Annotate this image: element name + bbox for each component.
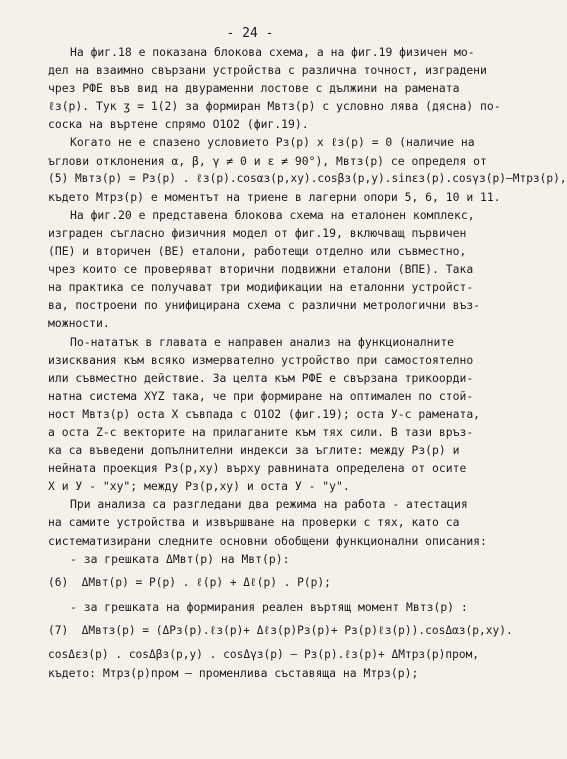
text-line: можности. — [48, 316, 110, 331]
page-body — [48, 43, 567, 682]
text-line: ъглови отклонения α, β, γ ≠ 0 и ε ≠ 90°), Mвтз(р) се определя от — [48, 153, 487, 168]
text-line: натна система XYZ така, че при формиране на оптимален по стой- — [48, 388, 474, 403]
text-line: дел на взаимно свързани устройства с различна точност, изградени — [48, 63, 487, 78]
text-line: ка са въведени допълнителни индекси за ъглите: между Pз(р) и — [48, 443, 460, 458]
text-line: на самите устройства и извършване на проверки с тях, като са — [48, 515, 460, 530]
text-line: систематизирани следните основни обобщени функционални описания: — [48, 533, 487, 548]
text-line: чрез които се проверяват вторични подвижни еталони (ВПЕ). Така — [48, 262, 474, 277]
text-line: изграден съгласно физичния модел от фиг.19, включващ първичен — [48, 225, 467, 240]
text-line: нейната проекция Pз(р,xy) върху равнината определена от осите — [48, 461, 467, 476]
text-line: или съвместно действие. За целта към РФЕ е свързана трикоорди- — [48, 370, 474, 385]
page-number: - 24 - — [226, 26, 274, 41]
text-line: X и У - "xy"; между Pз(р,xy) и оста У - "y". — [48, 479, 350, 494]
equation-5: (5) Mвтз(р) = Pз(р) . ℓз(р).cosαз(р,xy).cosβз(р,y).sinεз(р).cosγз(р)–Mтрз(р), — [48, 171, 567, 185]
text-line: - за грешката ΔMвт(р) на Mвт(р): — [70, 551, 290, 566]
text-line: а оста Z-с векторите на прилаганите към тях сили. В тази връз- — [48, 424, 474, 439]
text-line: По-нататък в главата е направен анализ на функционалните — [70, 334, 455, 349]
text-line: На фиг.20 е представена блокова схема на еталонен комплекс, — [70, 207, 475, 222]
text-line: - за грешката на формирания реален въртящ момент Mвтз(р) : — [70, 599, 468, 614]
text-line: където Mтрз(р) е моментът на триене в лагерни опори 5, 6, 10 и 11. — [48, 189, 501, 204]
equation-7: (7) ΔMвтз(р) = (ΔPз(р).ℓз(р)+ Δℓз(р)Pз(р)+ Pз(р)ℓз(р)).cosΔαз(р,xy). — [48, 623, 513, 637]
text-line: чрез РФЕ във вид на двураменни лостове с дължини на рамената — [48, 81, 460, 96]
equation-6: (6) ΔMвт(р) = P(р) . ℓ(р) + Δℓ(р) . P(р); — [48, 575, 331, 589]
text-line: (ПЕ) и вторичен (ВЕ) еталони, работещи отделно или съвместно, — [48, 244, 467, 259]
text-line: ва, построени по унифицирана схема с различни метрологични въз- — [48, 298, 481, 313]
text-line: ℓз(р). Тук ʒ = 1(2) за формиран Mвтз(р) с условно лява (дясна) по- — [48, 99, 501, 114]
text-line: където: Mтрз(р)пром – променлива съставяща на Mтрз(р); — [48, 666, 419, 681]
equation-7-continued: cosΔεз(р) . cosΔβз(р,y) . cosΔγз(р) – Pз(р).ℓз(р)+ ΔMтрз(р)пром, — [48, 648, 480, 661]
text-line: Когато не е спазено условието Pз(р) x ℓз(р) = 0 (наличие на — [70, 135, 475, 150]
text-line: На фиг.18 е показана блокова схема, а на фиг.19 физичен мо- — [70, 45, 475, 59]
text-line: изисквания към всяко измервателно устройство при самостоятелно — [48, 352, 474, 367]
text-line: соска на въртене спрямо O1O2 (фиг.19). — [48, 117, 309, 132]
text-line: на практика се получават три модификации на еталонни устройст- — [48, 280, 474, 295]
text-line: При анализа са разгледани два режима на работа - атестация — [70, 497, 468, 512]
text-line: ност Mвтз(р) оста X съвпада с O1O2 (фиг.19); оста У-с рамената, — [48, 406, 481, 421]
